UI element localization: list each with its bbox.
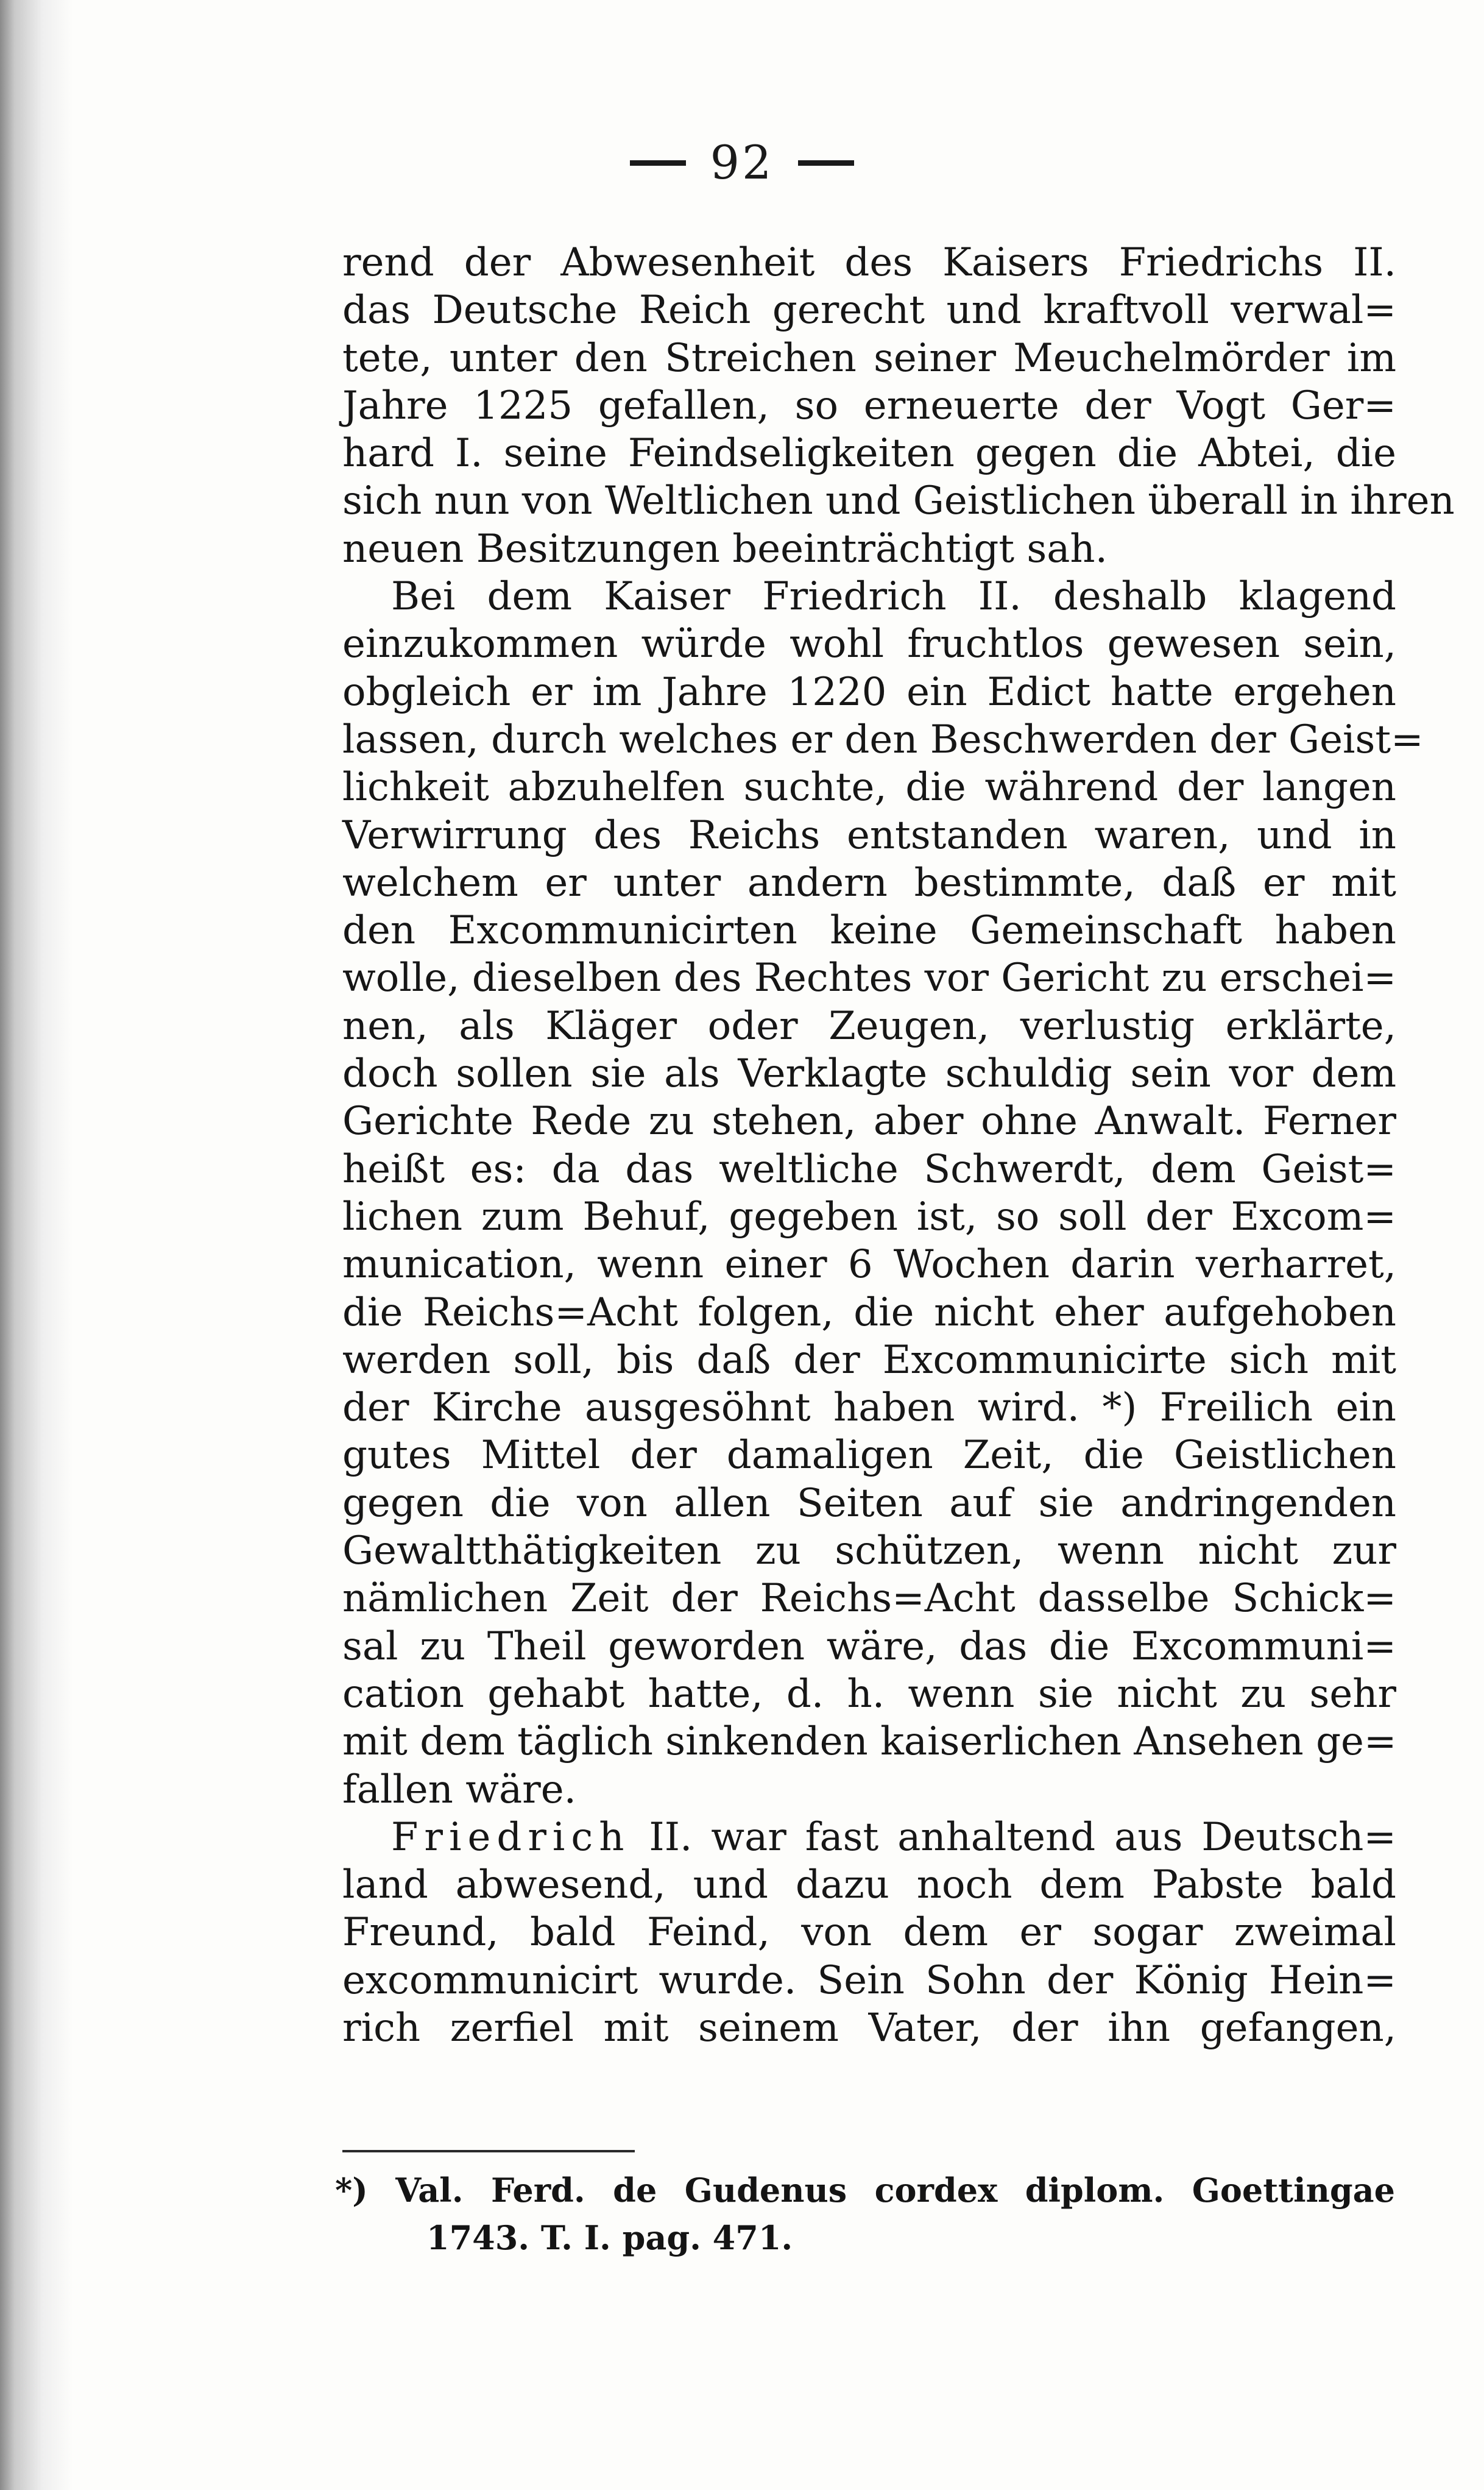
text-line: welchem er unter andern bestimmte, daß er mit (342, 860, 1396, 906)
header-dash-right (798, 160, 854, 166)
text-line: doch sollen sie als Verklagte schuldig sein vor dem (342, 1051, 1396, 1097)
text-line: der Kirche ausgesöhnt haben wird. *) Freilich ein (342, 1385, 1396, 1431)
page-binding-shadow (0, 0, 73, 2490)
body-text (342, 239, 1455, 2052)
text-line: obgleich er im Jahre 1220 ein Edict hatte ergehen (342, 669, 1396, 715)
text-line: sich nun von Weltlichen und Geistlichen überall in ihren (342, 478, 1455, 524)
text-line: rend der Abwesenheit des Kaisers Friedrichs II. (342, 240, 1396, 285)
text-line: land abwesend, und dazu noch dem Pabste bald (342, 1862, 1396, 1908)
text-line: gegen die von allen Seiten auf sie andringenden (342, 1480, 1396, 1526)
text-line: nen, als Kläger oder Zeugen, verlustig erklärte, (342, 1003, 1396, 1049)
page-header (0, 135, 1484, 202)
spaced-name: Friedrich (391, 1814, 631, 1860)
text-line: neuen Besitzungen beeinträchtigt sah. (342, 526, 1108, 572)
text-line: lassen, durch welches er den Beschwerden der Geist= (342, 717, 1424, 762)
text-line: gutes Mittel der damaligen Zeit, die Geistlichen (342, 1433, 1396, 1478)
text-line: mit dem täglich sinkenden kaiserlichen Ansehen ge= (342, 1719, 1397, 1765)
text-line: wolle, dieselben des Rechtes vor Gericht zu erschei= (342, 956, 1397, 1001)
text-line: hard I. seine Feindseligkeiten gegen die Abtei, die (342, 431, 1396, 477)
text-line: sal zu Theil geworden wäre, das die Excommuni= (342, 1623, 1396, 1669)
text-line: einzukommen würde wohl fruchtlos gewesen sein, (342, 622, 1396, 667)
text-line: werden soll, bis daß der Excommunicirte sich mit (342, 1337, 1396, 1383)
text-line: Verwirrung des Reichs entstanden waren, und in (342, 812, 1396, 858)
text-line: Gewaltthätigkeiten zu schützen, wenn nicht zur (342, 1528, 1396, 1574)
text-line: tete, unter den Streichen seiner Meuchelmörder im (342, 335, 1396, 381)
text-line: lichen zum Behuf, gegeben ist, so soll der Excom= (342, 1194, 1396, 1240)
text-line: fallen wäre. (342, 1767, 576, 1812)
header-dash-left (630, 160, 686, 166)
text-line: heißt es: da das weltliche Schwerdt, dem Geist= (342, 1146, 1396, 1192)
text-line: Jahre 1225 gefallen, so erneuerte der Vogt Ger= (342, 383, 1396, 428)
text-line: Gerichte Rede zu stehen, aber ohne Anwalt. Ferner (342, 1099, 1396, 1144)
footnote (335, 2166, 1395, 2261)
text-line: rich zerfiel mit seinem Vater, der ihn gefangen, (342, 2005, 1396, 2051)
text-line: lichkeit abzuhelfen suchte, die während der langen (342, 765, 1396, 810)
text-line: nämlichen Zeit der Reichs=Acht dasselbe Schick= (342, 1576, 1396, 1622)
text-line: den Excommunicirten keine Gemeinschaft haben (342, 908, 1396, 954)
page-number: 92 (710, 135, 774, 190)
text-line: Bei dem Kaiser Friedrich II. deshalb klagend (391, 574, 1396, 620)
text-line: munication, wenn einer 6 Wochen darin verharret, (342, 1242, 1396, 1288)
text-line-rest: II. war fast anhaltend aus Deutsch= (649, 1814, 1397, 1860)
footnote-line: *) Val. Ferd. de Gudenus cordex diplom. Goettingae (335, 2171, 1395, 2210)
text-line: die Reichs=Acht folgen, die nicht eher aufgehoben (342, 1289, 1396, 1335)
footnote-rule (342, 2150, 635, 2152)
footnote-line: 1743. T. I. pag. 471. (426, 2218, 793, 2257)
text-line (342, 1814, 1396, 1861)
text-line: excommunicirt wurde. Sein Sohn der König Hein= (342, 1957, 1396, 2003)
text-line: das Deutsche Reich gerecht und kraftvoll verwal= (342, 288, 1396, 333)
text-line: cation gehabt hatte, d. h. wenn sie nicht zu sehr (342, 1671, 1396, 1717)
text-line: Freund, bald Feind, von dem er sogar zweimal (342, 1910, 1396, 1956)
